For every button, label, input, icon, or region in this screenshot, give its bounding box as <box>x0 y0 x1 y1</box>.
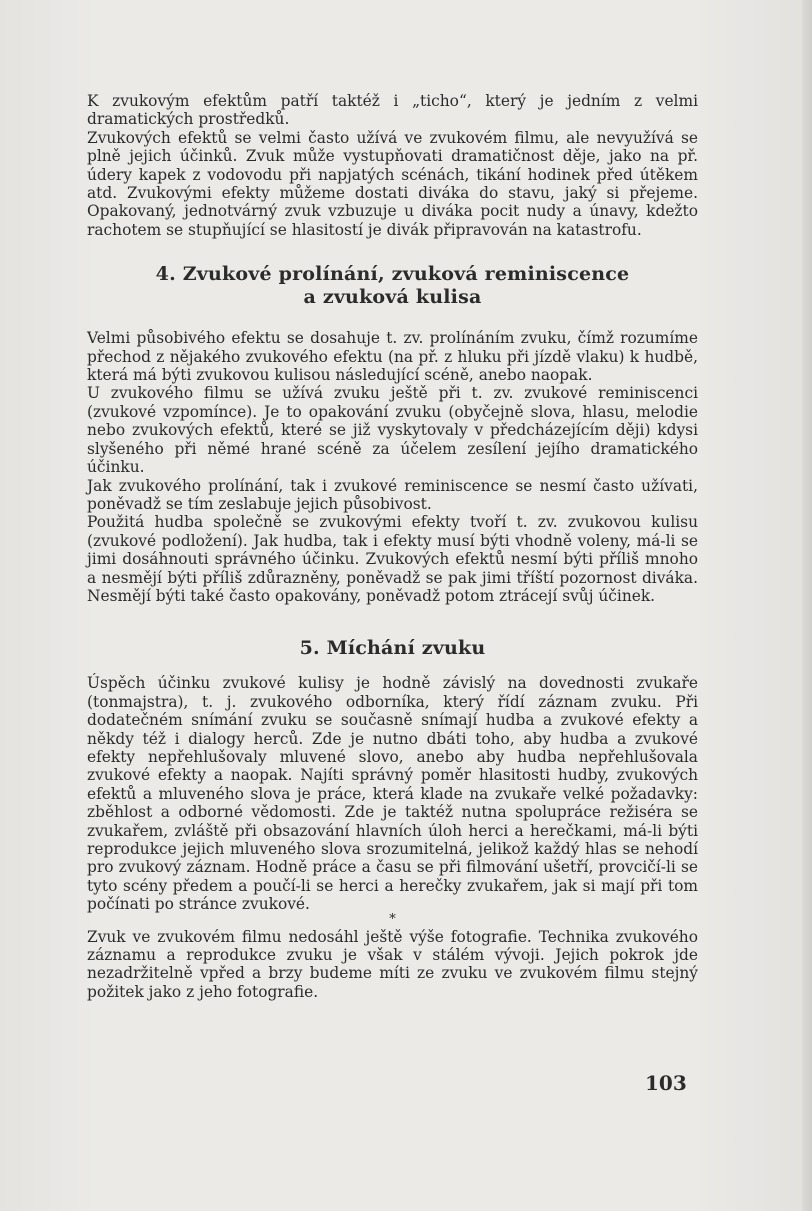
closing-paragraph: Zvuk ve zvukovém filmu nedosáhl ještě výše fotografie. Technika zvukového záznamu a reprodukce zvuku je však v stálém vývoji. Jejich pokrok jde nezadržitelně vpřed a brzy budeme míti ze zvuku ve zvukovém filmu stejný požitek jako z jeho fotografie. <box>87 927 698 1001</box>
section-4-heading <box>87 263 698 309</box>
page-text <box>87 92 698 1001</box>
page-edge <box>802 0 812 1211</box>
intro-paragraph-1: K zvukovým efektům patří taktéž i „ticho“, který je jedním z velmi dramatických prostředků. <box>87 92 698 129</box>
section-4-paragraph-4: Použitá hudba společně se zvukovými efekty tvoří t. zv. zvukovou kulisu (zvukové podložení). Jak hudba, tak i efekty musí býti vhodně voleny, má-li se jimi dosáhnouti správného účinku. Zvukových efektů nesmí býti příliš mnoho a nesmějí býti příliš zdůrazněny, poněvadž se pak jimi tříští pozornost diváka. Nesmějí býti také často opakovány, poněvadž potom ztrácejí svůj účinek. <box>87 513 698 605</box>
section-5-paragraph-1: Úspěch účinku zvukové kulisy je hodně závislý na dovednosti zvukaře (tonmajstra), t. j. zvukového odborníka, který řídí záznam zvuku. Při dodatečném snímání zvuku se současně snímají hudba a zvukové efekty a někdy též i dialogy herců. Zde je nutno dbáti toho, aby hudba a zvukové efekty nepřehlušovaly mluvené slovo, anebo aby hudba nepřehlušovala zvukové efekty a naopak. Najíti správný poměr hlasitosti hudby, zvukových efektů a mluveného slova je práce, která klade na zvukaře velké požadavky: zběhlost a odborné vědomosti. Zde je taktéž nutna spolupráce režiséra se zvukařem, zvláště při obsazování hlavních úloh herci a herečkami, má-li býti reprodukce jejich mluveného slova srozumitelná, jelikož každý hlas se nehodí pro zvukový záznam. Hodně práce a času se při filmování ušetří, provcičí-li se tyto scény předem a poučí-li se herci a herečky zvukařem, jak si mají při tom počínati po stránce zvukové. <box>87 674 698 914</box>
section-4-paragraph-1: Velmi působivého efektu se dosahuje t. zv. prolínáním zvuku, čímž rozumíme přechod z nějakého zvukového efektu (na př. z hluku při jízdě vlaku) k hudbě, která má býti zvukovou kulisou následující scéně, anebo naopak. <box>87 329 698 385</box>
intro-paragraph-2: Zvukových efektů se velmi často užívá ve zvukovém filmu, ale nevyužívá se plně jejich účinků. Zvuk může vystupňovati dramatičnost děje, jako na př. údery kapek z vodovodu při napjatých scénách, tikání hodinek před útěkem atd. Zvukovými efekty můžeme dostati diváka do stavu, jaký si přejeme. Opakovaný, jednotvárný zvuk vzbuzuje u diváka pocit nudy a únavy, kdežto rachotem se stupňující se hlasitostí je divák připravován na katastrofu. <box>87 128 698 239</box>
section-5-heading: 5. Míchání zvuku <box>299 637 486 660</box>
section-4-paragraph-3: Jak zvukového prolínání, tak i zvukové reminiscence se nesmí často užívati, poněvadž se tím zeslabuje jejich působivost. <box>87 476 698 513</box>
section-4-heading-line2: a zvuková kulisa <box>303 286 482 309</box>
section-4-heading-line1: 4. Zvukové prolínání, zvuková reminiscence <box>155 263 630 286</box>
page-number: 103 <box>645 1071 687 1095</box>
section-separator: * <box>389 911 396 927</box>
section-4-paragraph-2: U zvukového filmu se užívá zvuku ještě při t. zv. zvukové reminiscenci (zvukové vzpomínce). Je to opakování zvuku (obyčejně slova, hlasu, melodie nebo zvukových efektů, které se již vyskytovaly v předcházejícím ději) kdysi slyšeného při němé hrané scéně za účelem zesílení jejího dramatického účinku. <box>87 384 698 477</box>
